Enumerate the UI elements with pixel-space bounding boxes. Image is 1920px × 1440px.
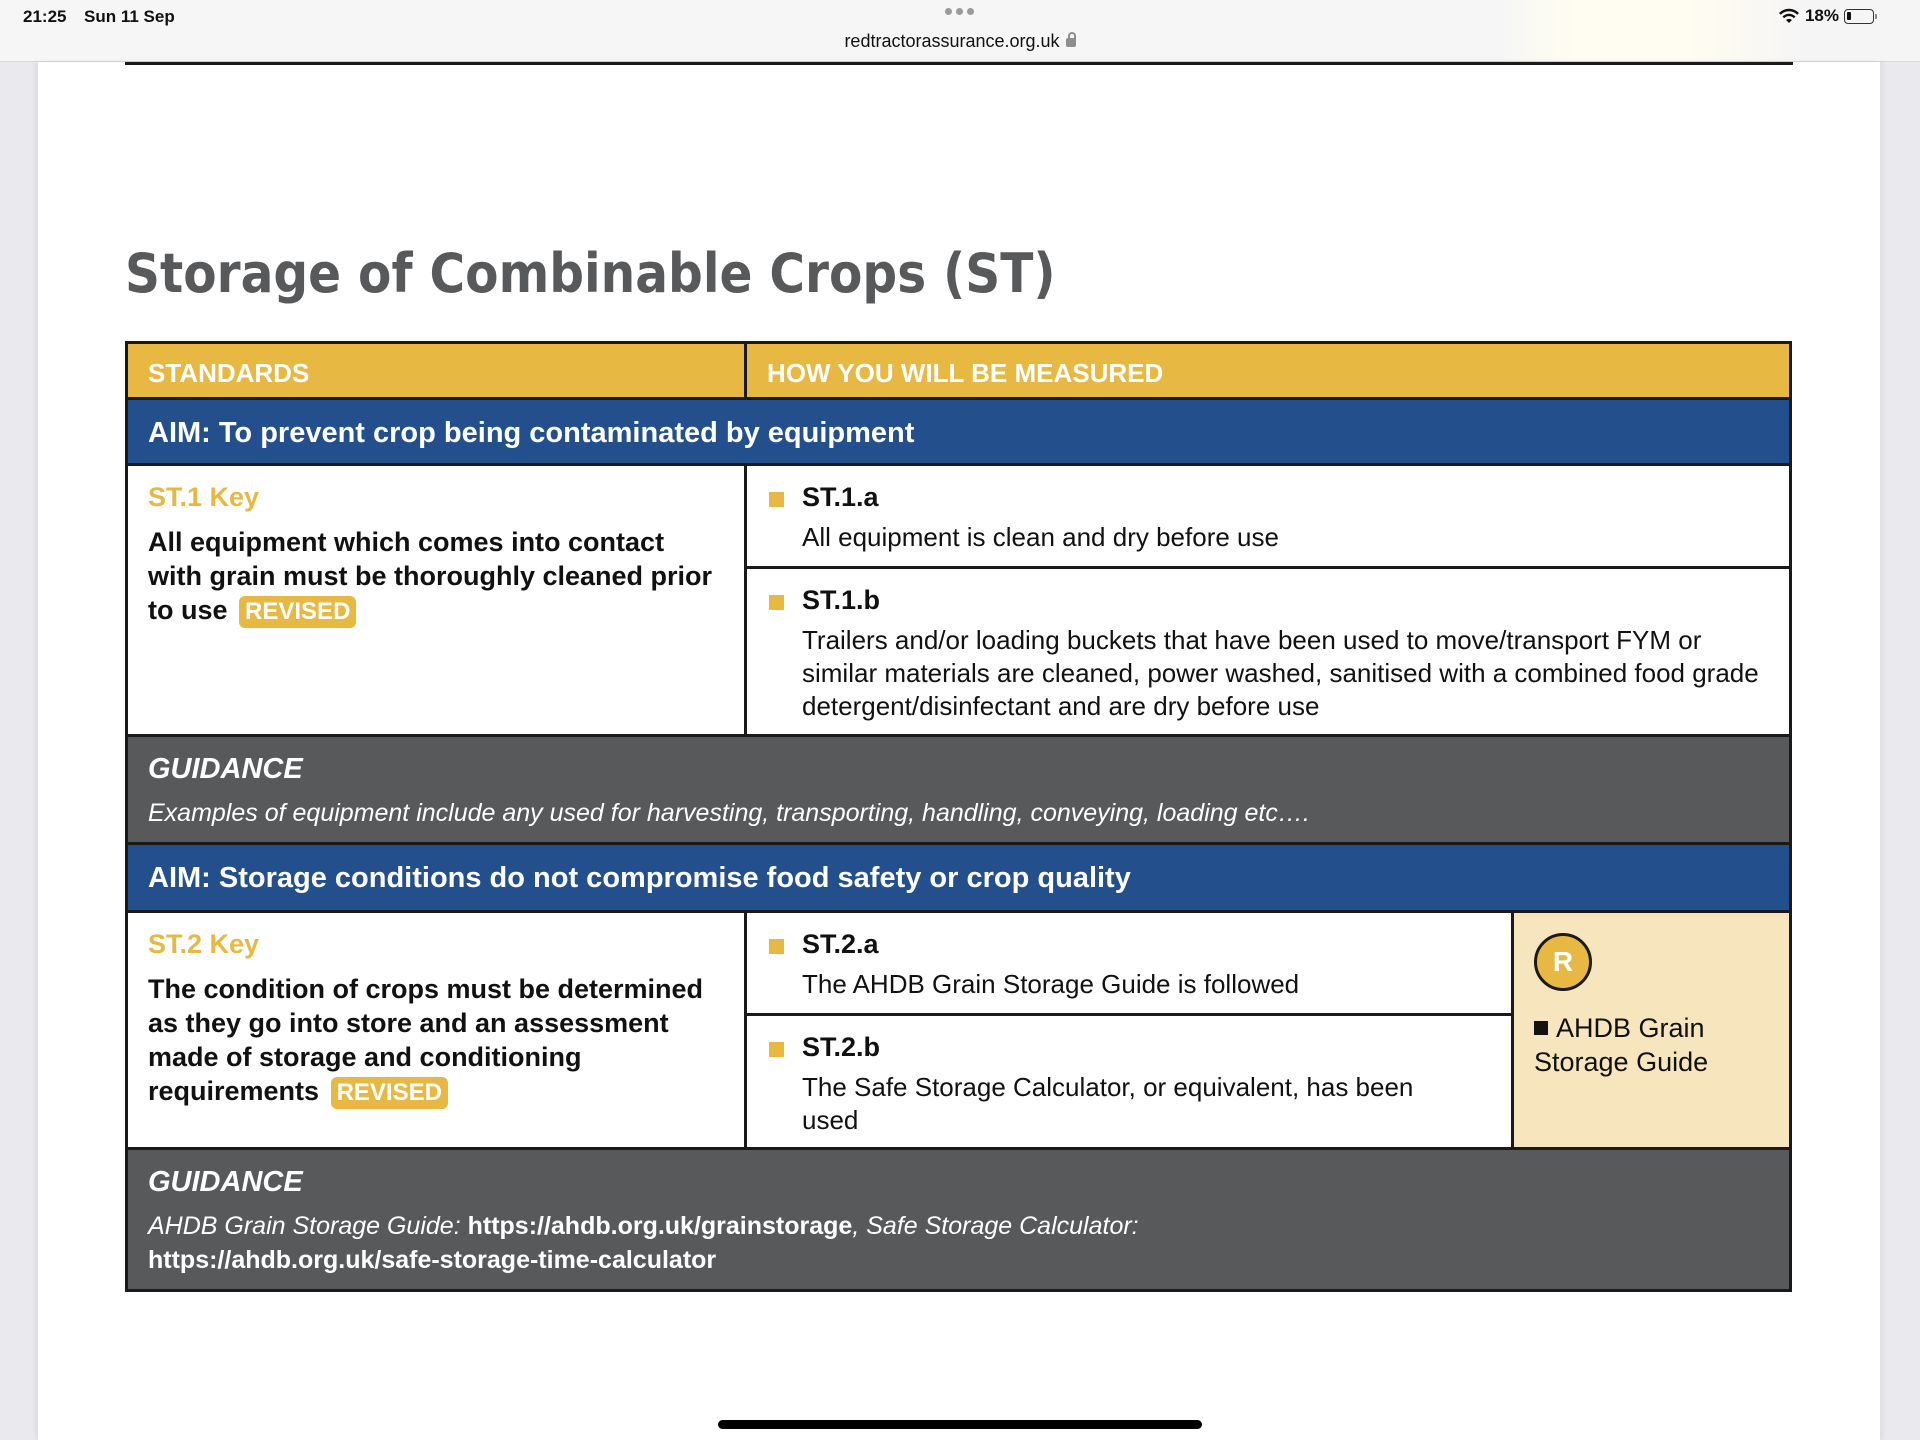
standard-requirement: [148, 525, 724, 628]
standard-requirement: [148, 972, 724, 1109]
standard-cell: [128, 466, 747, 734]
address-bar[interactable]: [0, 31, 1920, 52]
guidance-title: GUIDANCE: [148, 753, 303, 785]
standard-cell: [128, 913, 747, 1147]
aim-row: AIM: Storage conditions do not compromise food safety or crop quality: [128, 845, 1789, 913]
measure-code: ST.1.b: [802, 585, 881, 615]
bullet-square-icon: [1534, 1021, 1548, 1035]
guidance-row: [128, 737, 1789, 845]
header-measured: HOW YOU WILL BE MEASURED: [767, 358, 1164, 388]
standard-key: ST.1 Key: [148, 482, 260, 512]
measure-item: [747, 913, 1511, 1013]
standard-row: [128, 466, 1789, 737]
measures-cell: [747, 466, 1789, 734]
resource-r-icon: R: [1534, 933, 1592, 991]
measure-text: All equipment is clean and dry before use: [802, 522, 1279, 552]
ios-status-bar: [0, 0, 1920, 62]
measures-cell: [747, 913, 1511, 1147]
bullet-square-icon: [769, 1042, 784, 1057]
battery-icon: [1844, 9, 1874, 24]
standard-row: [128, 913, 1789, 1150]
guidance-title: GUIDANCE: [148, 1166, 303, 1198]
bullet-square-icon: [769, 939, 784, 954]
measure-item: [747, 1013, 1511, 1149]
measure-code: ST.1.a: [802, 482, 879, 512]
aim-row: AIM: To prevent crop being contaminated by equipment: [128, 400, 1789, 466]
safe-storage-calculator-link[interactable]: https://ahdb.org.uk/safe-storage-time-calculator: [148, 1246, 717, 1274]
guidance-row: [128, 1150, 1789, 1289]
measure-text: Trailers and/or loading buckets that have been used to move/transport FYM or similar materials are cleaned, power washed, sanitised with a combined food grade detergent/disinfectant and are dry before use: [802, 625, 1759, 721]
measure-code: ST.2.b: [802, 1032, 881, 1062]
guidance-label: Safe Storage Calculator:: [866, 1212, 1139, 1240]
bullet-square-icon: [769, 492, 784, 507]
divider: [125, 62, 1793, 65]
status-time: 21:25: [23, 7, 67, 26]
revised-badge: REVISED: [239, 596, 356, 628]
status-right: [1778, 6, 1874, 26]
separator: ,: [852, 1212, 867, 1240]
measure-item: [747, 566, 1789, 735]
resource-text: AHDB Grain Storage Guide: [1534, 1013, 1709, 1077]
measure-code: ST.2.a: [802, 929, 879, 959]
bullet-square-icon: [769, 595, 784, 610]
page-title: Storage of Combinable Crops (ST): [125, 242, 1056, 305]
table-header: [128, 344, 1789, 400]
resource-item: [1534, 1011, 1769, 1079]
url-text[interactable]: redtractorassurance.org.uk: [844, 31, 1060, 51]
grainstorage-link[interactable]: https://ahdb.org.uk/grainstorage: [467, 1212, 853, 1240]
document-page: [38, 62, 1880, 1440]
measure-text: The AHDB Grain Storage Guide is followed: [802, 969, 1300, 999]
header-standards: STANDARDS: [128, 344, 747, 397]
measure-item: [747, 466, 1789, 566]
standards-table: [125, 341, 1792, 1292]
battery-percent: 18%: [1804, 6, 1839, 25]
more-dots-icon[interactable]: [945, 8, 977, 18]
measure-text: The Safe Storage Calculator, or equivalent, has been used: [802, 1072, 1414, 1135]
guidance-text: Examples of equipment include any used for harvesting, transporting, handling, conveying, loading etc….: [148, 799, 1310, 827]
requirement-text: All equipment which comes into contact with grain must be thoroughly cleaned prior to use: [148, 527, 713, 625]
status-date: Sun 11 Sep: [84, 7, 175, 26]
guidance-label: AHDB Grain Storage Guide:: [148, 1212, 468, 1240]
home-indicator[interactable]: [718, 1420, 1202, 1429]
standard-key: ST.2 Key: [148, 929, 260, 959]
requirement-text: The condition of crops must be determined as they go into store and an assessment made of storage and conditioning requirements: [148, 974, 704, 1106]
guidance-text: [148, 1209, 1769, 1277]
lock-icon: [1066, 38, 1076, 47]
wifi-icon: [1778, 8, 1800, 24]
revised-badge: REVISED: [331, 1077, 448, 1109]
resources-cell: [1511, 913, 1789, 1147]
